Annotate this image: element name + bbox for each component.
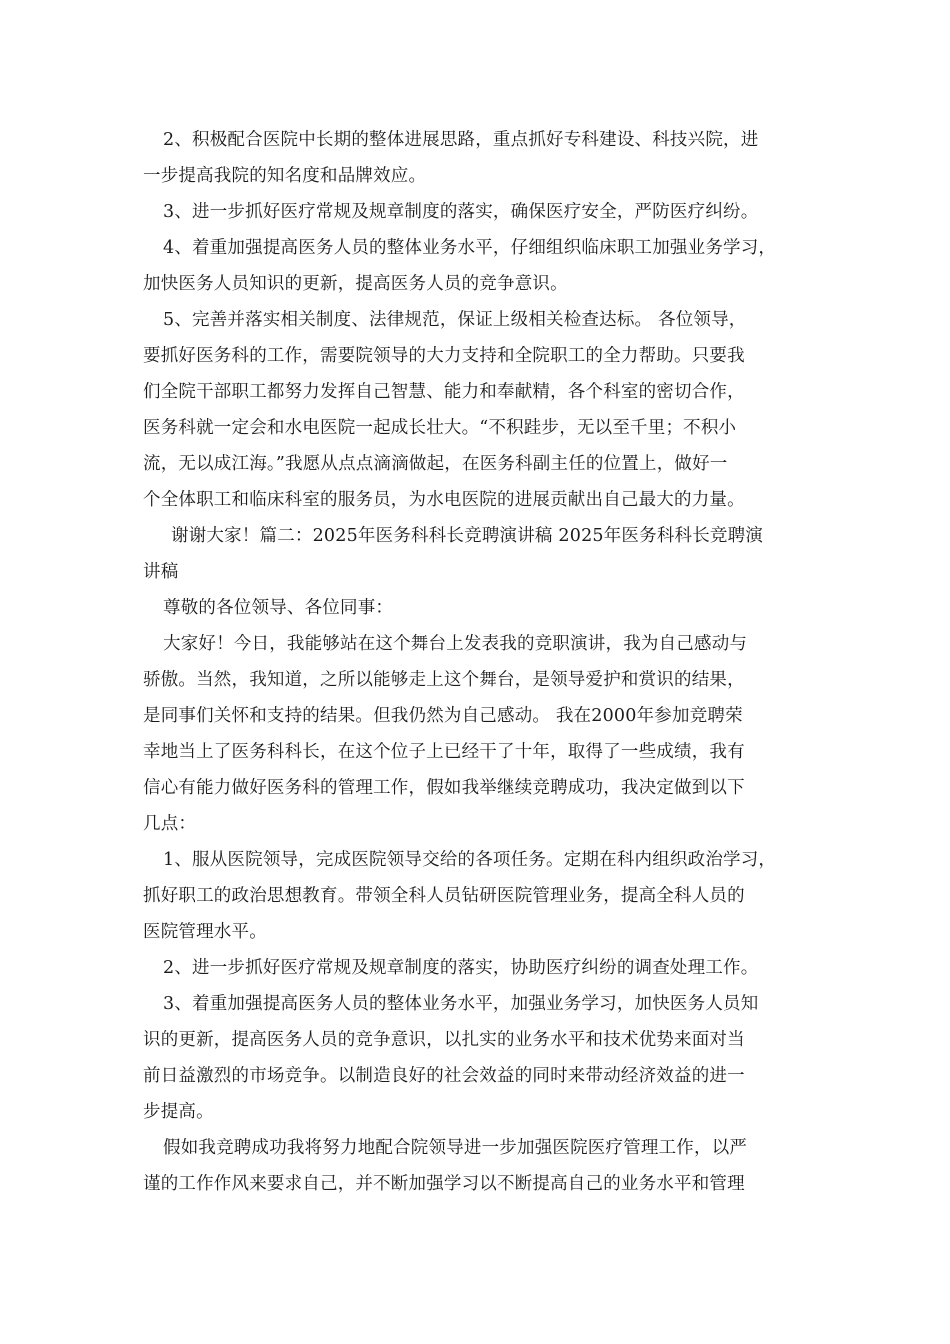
text-line: 谢谢大家！篇二：2025年医务科科长竞聘演讲稿 2025年医务科科长竞聘演 [171, 526, 764, 546]
text-line: 个全体职工和临床科室的服务员，为水电医院的进展贡献出自己最大的力量。 [143, 490, 745, 510]
text-line: 2、积极配合医院中长期的整体进展思路，重点抓好专科建设、科技兴院，进 [163, 130, 759, 150]
text-line: 3、进一步抓好医疗常规及规章制度的落实，确保医疗安全，严防医疗纠纷。 [163, 202, 759, 222]
text-line: 识的更新，提高医务人员的竞争意识，以扎实的业务水平和技术优势来面对当 [143, 1030, 745, 1050]
text-line: 大家好！今日，我能够站在这个舞台上发表我的竞职演讲，我为自己感动与 [163, 634, 748, 654]
text-line: 几点： [143, 814, 197, 834]
document-body [143, 122, 823, 1202]
text-line: 们全院干部职工都努力发挥自己智慧、能力和奉献精，各个科室的密切合作， [143, 382, 745, 402]
text-line: 加快医务人员知识的更新，提高医务人员的竞争意识。 [143, 274, 568, 294]
text-line: 谨的工作作风来要求自己，并不断加强学习以不断提高自己的业务水平和管理 [143, 1174, 745, 1194]
text-line: 3、着重加强提高医务人员的整体业务水平，加强业务学习，加快医务人员知 [163, 994, 759, 1014]
text-line: 流，无以成江海。”我愿从点点滴滴做起，在医务科副主任的位置上，做好一 [143, 454, 728, 474]
text-line: 2、进一步抓好医疗常规及规章制度的落实，协助医疗纠纷的调查处理工作。 [163, 958, 759, 978]
text-line: 讲稿 [143, 562, 179, 582]
text-line: 抓好职工的政治思想教育。带领全科人员钻研医院管理业务，提高全科人员的 [143, 886, 745, 906]
text-line: 信心有能力做好医务科的管理工作，假如我举继续竞聘成功，我决定做到以下 [143, 778, 745, 798]
text-line: 前日益激烈的市场竞争。以制造良好的社会效益的同时来带动经济效益的进一 [143, 1066, 745, 1086]
text-line: 尊敬的各位领导、各位同事： [163, 598, 394, 618]
text-line: 是同事们关怀和支持的结果。但我仍然为自己感动。 我在2000年参加竞聘荣 [143, 706, 743, 726]
text-line: 5、完善并落实相关制度、法律规范，保证上级相关检查达标。 各位领导， [163, 310, 747, 330]
text-line: 4、着重加强提高医务人员的整体业务水平，仔细组织临床职工加强业务学习， [163, 238, 777, 258]
text-line: 一步提高我院的知名度和品牌效应。 [143, 166, 427, 186]
text-line: 1、服从医院领导，完成医院领导交给的各项任务。定期在科内组织政治学习， [163, 850, 777, 870]
text-line: 骄傲。当然，我知道，之所以能够走上这个舞台，是领导爱护和赏识的结果， [143, 670, 745, 690]
text-line: 医院管理水平。 [143, 922, 267, 942]
text-line: 幸地当上了医务科科长，在这个位子上已经干了十年，取得了一些成绩，我有 [143, 742, 745, 762]
text-line: 医务科就一定会和水电医院一起成长壮大。“不积跬步，无以至千里；不积小 [143, 418, 737, 438]
text-line: 要抓好医务科的工作，需要院领导的大力支持和全院职工的全力帮助。只要我 [143, 346, 745, 366]
text-line: 假如我竞聘成功我将努力地配合院领导进一步加强医院医疗管理工作，以严 [163, 1138, 748, 1158]
text-line: 步提高。 [143, 1102, 214, 1122]
